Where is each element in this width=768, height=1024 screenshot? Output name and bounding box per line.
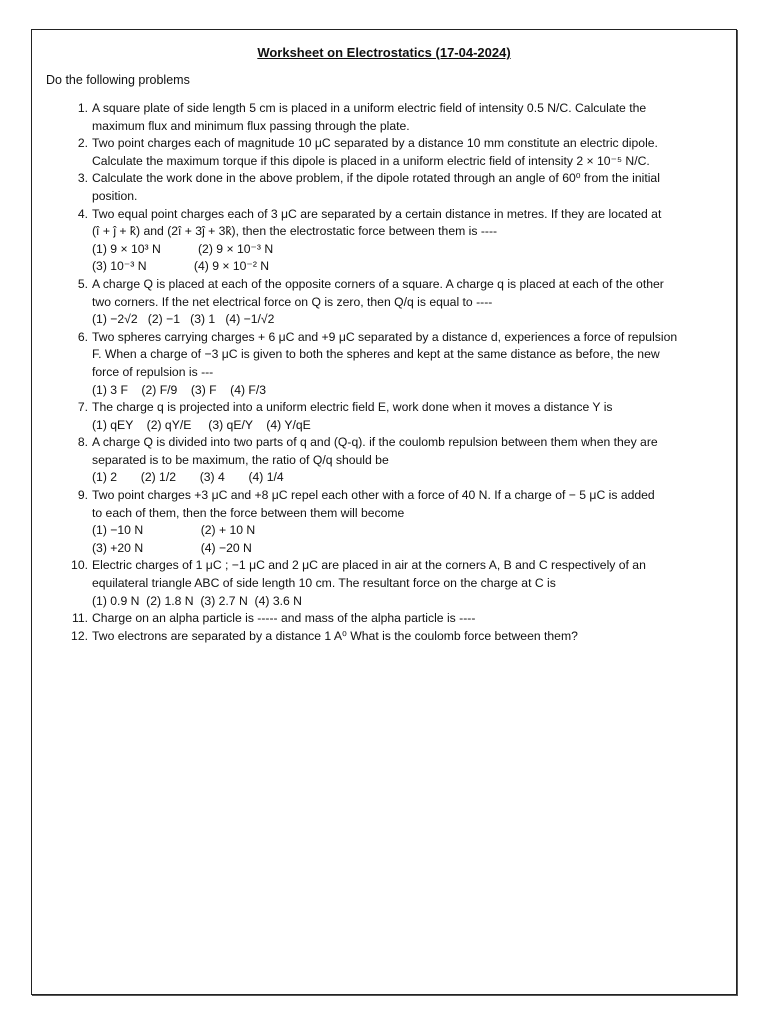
- question-item: [77, 487, 722, 557]
- question-number: 9.: [77, 488, 88, 503]
- question-item: [71, 628, 722, 646]
- answer-options: (1) −10 N (2) + 10 N: [92, 523, 256, 538]
- question-item: [77, 100, 722, 135]
- question-number: 8.: [77, 435, 88, 450]
- question-number: 3.: [77, 171, 88, 186]
- question-text: Two electrons are separated by a distance 1 A⁰ What is the coulomb force between them?: [92, 628, 578, 643]
- question-number: 11.: [71, 611, 88, 626]
- answer-options: (1) 0.9 N (2) 1.8 N (3) 2.7 N (4) 3.6 N: [92, 593, 302, 608]
- question-number: 5.: [77, 276, 88, 291]
- question-list: [71, 100, 722, 645]
- question-text: position.: [92, 188, 138, 203]
- answer-options: (3) 10⁻³ N (4) 9 × 10⁻² N: [92, 259, 270, 274]
- question-text: Electric charges of 1 μC ; −1 μC and 2 μC are placed in air at the corners A, B and C respectively of an: [92, 558, 646, 573]
- question-item: [77, 206, 722, 276]
- question-number: 4.: [77, 206, 88, 221]
- question-number: 2.: [77, 136, 88, 151]
- question-item: [77, 434, 722, 487]
- question-text: two corners. If the net electrical force on Q is zero, then Q/q is equal to ----: [92, 294, 493, 309]
- question-text: force of repulsion is ---: [92, 364, 214, 379]
- question-text: Calculate the work done in the above problem, if the dipole rotated through an angle of 60⁰ from the initial: [92, 171, 660, 186]
- question-item: [71, 610, 722, 628]
- question-text: separated is to be maximum, the ratio of Q/q should be: [92, 452, 389, 467]
- question-text: Two point charges each of magnitude 10 μC separated by a distance 10 mm constitute an electric dipole.: [92, 136, 658, 151]
- question-number: 10.: [71, 558, 88, 573]
- question-item: [77, 276, 722, 329]
- question-text: Calculate the maximum torque if this dipole is placed in a uniform electric field of intensity 2 × 10⁻⁵ N/C.: [92, 153, 650, 168]
- question-item: [71, 557, 722, 610]
- question-text: Charge on an alpha particle is ----- and mass of the alpha particle is ----: [92, 611, 476, 626]
- answer-options: (1) 9 × 10³ N (2) 9 × 10⁻³ N: [92, 241, 274, 256]
- question-text: equilateral triangle ABC of side length 10 cm. The resultant force on the charge at C is: [92, 576, 556, 591]
- question-text: The charge q is projected into a uniform electric field E, work done when it moves a distance Y is: [92, 400, 613, 415]
- answer-options: (1) qEY (2) qY/E (3) qE/Y (4) Y/qE: [92, 417, 311, 432]
- question-text: A charge Q is placed at each of the opposite corners of a square. A charge q is placed at each of the other: [92, 276, 664, 291]
- question-text: Two point charges +3 μC and +8 μC repel each other with a force of 40 N. If a charge of − 5 μC is added: [92, 488, 655, 503]
- answer-options: (3) +20 N (4) −20 N: [92, 540, 252, 555]
- question-text: A square plate of side length 5 cm is placed in a uniform electric field of intensity 0.5 N/C. Calculate the: [92, 101, 647, 115]
- answer-options: (1) 2 (2) 1/2 (3) 4 (4) 1/4: [92, 470, 284, 485]
- question-number: 7.: [77, 400, 88, 415]
- question-item: [77, 329, 722, 399]
- question-text: F. When a charge of −3 μC is given to both the spheres and kept at the same distance as before, the new: [92, 347, 660, 362]
- question-number: 12.: [71, 628, 88, 643]
- question-item: [77, 399, 722, 434]
- answer-options: (1) −2√2 (2) −1 (3) 1 (4) −1/√2: [92, 312, 275, 327]
- instructions: Do the following problems: [46, 73, 190, 87]
- question-text: Two equal point charges each of 3 μC are separated by a certain distance in metres. If they are located at: [92, 206, 662, 221]
- question-item: [77, 170, 722, 205]
- question-text: to each of them, then the force between them will become: [92, 505, 405, 520]
- question-item: [77, 135, 722, 170]
- worksheet-title: Worksheet on Electrostatics (17-04-2024): [257, 45, 511, 60]
- question-text: (î + ĵ + k̂) and (2î + 3ĵ + 3k̂), then the electrostatic force between them is ----: [92, 224, 498, 239]
- question-number: 6.: [77, 329, 88, 344]
- question-number: 1.: [77, 101, 88, 115]
- question-text: A charge Q is divided into two parts of q and (Q-q). if the coulomb repulsion between them when they are: [92, 435, 658, 450]
- answer-options: (1) 3 F (2) F/9 (3) F (4) F/3: [92, 382, 267, 397]
- question-text: Two spheres carrying charges + 6 μC and +9 μC separated by a distance d, experiences a force of repulsion: [92, 329, 678, 344]
- question-text: maximum flux and minimum flux passing through the plate.: [92, 118, 410, 133]
